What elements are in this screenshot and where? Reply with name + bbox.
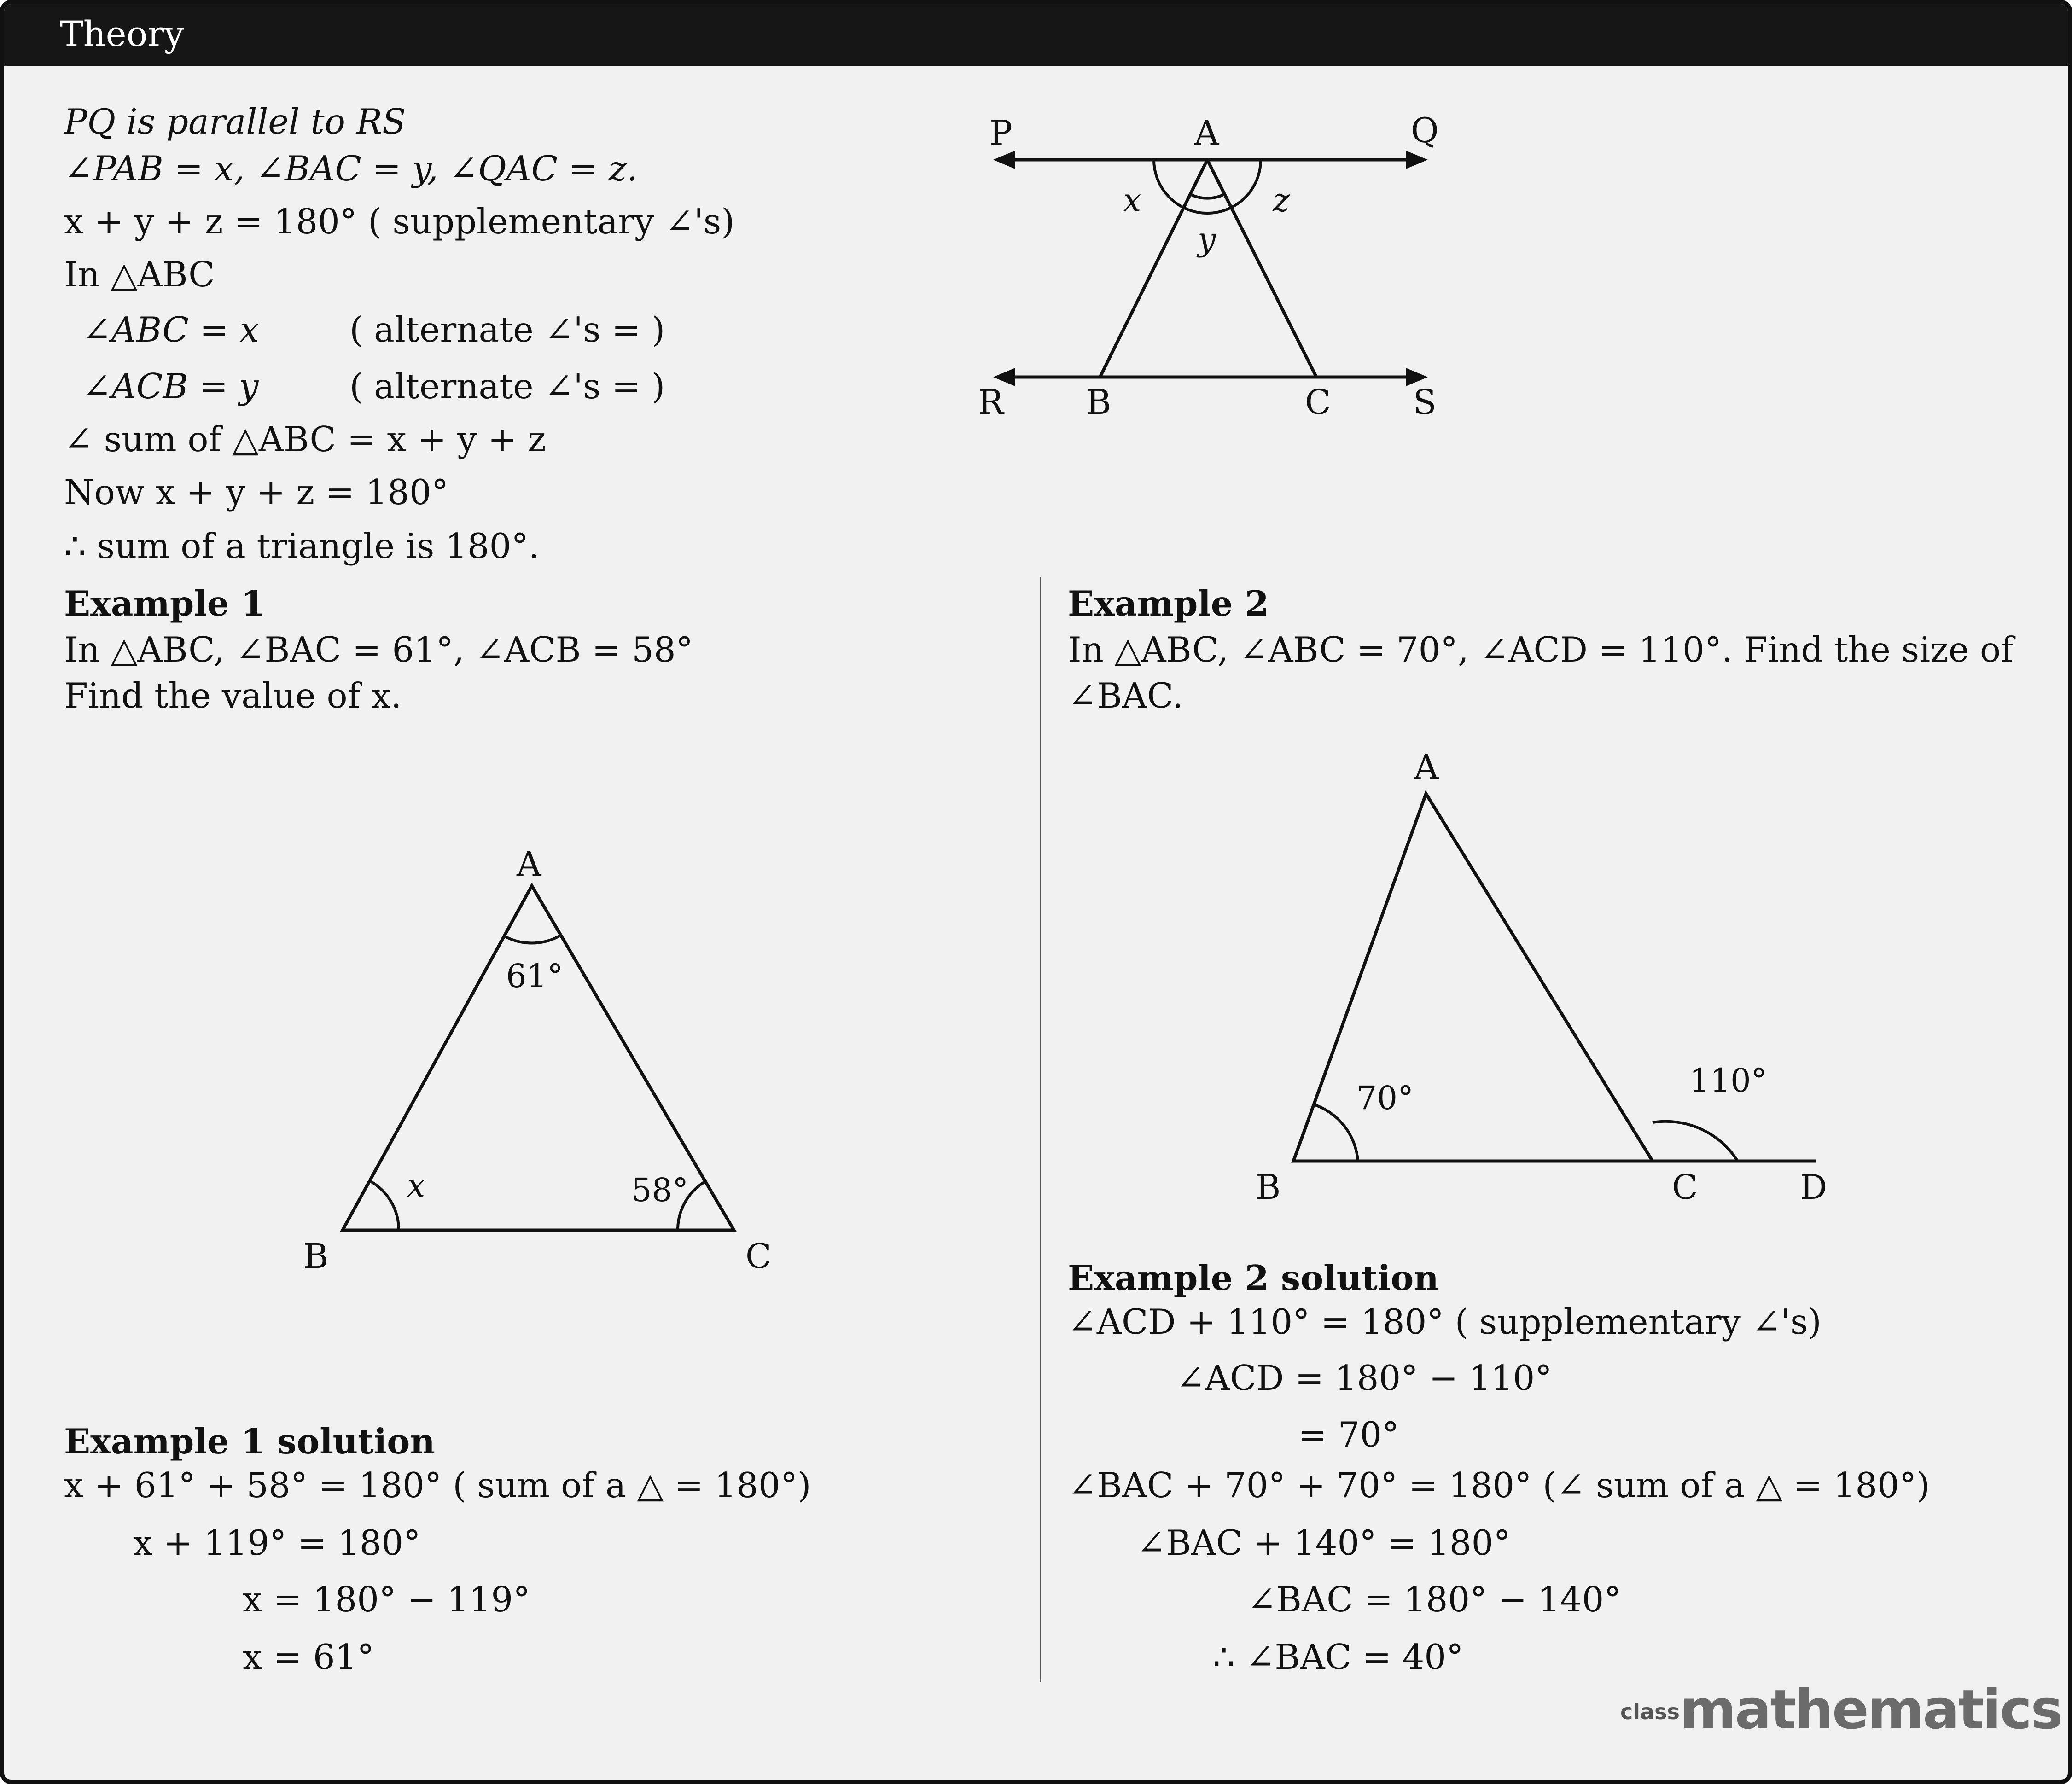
theory-line: Now x + y + z = 180° [64,472,449,512]
angle-arc-b [370,1181,399,1230]
theory-line: ∠ACB = y [82,366,259,407]
segment-ac [1207,160,1316,377]
arrow-head-q [1406,151,1428,169]
header-bar [4,4,2068,66]
angle-label-61: 61° [506,957,564,995]
example-1-problem-line: In △ABC, ∠BAC = 61°, ∠ACB = 58° [64,629,693,670]
point-label-q: Q [1411,111,1439,151]
solution-line: ∠ACD + 110° = 180° ( supplementary ∠'s) [1068,1302,1822,1342]
brand-name: mathematics [1679,1678,2062,1741]
solution-line: x = 61° [243,1637,374,1677]
solution-line: ∴ ∠BAC = 40° [1213,1637,1464,1677]
angle-arc-x-z [1154,160,1261,213]
example-2-solution-heading: Example 2 solution [1068,1258,1439,1298]
solution-line: x + 61° + 58° = 180° ( sum of a △ = 180°) [64,1465,811,1505]
triangle-abc [1293,794,1653,1161]
example-1-solution-heading: Example 1 solution [64,1421,435,1462]
vertex-label-a: A [1414,748,1439,787]
solution-line: ∠BAC = 180° − 140° [1247,1579,1621,1620]
theory-reason: ( alternate ∠'s = ) [349,366,665,407]
vertex-label-b: B [1256,1168,1281,1207]
angle-arc-a [504,936,559,943]
vertex-label-c: C [745,1237,772,1276]
header-title: Theory [60,13,184,54]
theory-line: ∠ sum of △ABC = x + y + z [64,419,546,459]
brand-prefix: class [1620,1699,1680,1724]
example-2-triangle-figure [1224,741,1892,1224]
theory-line: ∠ABC = x [82,309,259,350]
point-label-a: A [1194,113,1219,153]
angle-label-y: y [1198,221,1216,258]
theory-line: ∴ sum of a triangle is 180°. [64,526,540,566]
solution-line: ∠BAC + 70° + 70° = 180° (∠ sum of a △ = 180°) [1068,1465,1930,1505]
angle-label-x: x [1123,181,1141,219]
point-label-s: S [1413,383,1437,422]
angle-arc-b [1314,1104,1358,1161]
example-2-heading: Example 2 [1068,583,1269,624]
angle-label-x: x [407,1167,425,1204]
point-label-c: C [1305,383,1331,422]
solution-line: x = 180° − 119° [243,1579,530,1620]
vertex-label-c: C [1672,1168,1698,1207]
angle-label-70: 70° [1356,1079,1414,1117]
example-1-problem-line: Find the value of x. [64,675,402,716]
example-1-heading: Example 1 [64,583,265,624]
angle-label-z: z [1273,181,1290,219]
point-label-r: R [978,383,1004,422]
theory-line: ∠PAB = x, ∠BAC = y, ∠QAC = z. [64,148,638,189]
arrow-head-p [993,151,1015,169]
solution-line: = 70° [1298,1414,1399,1455]
segment-ab [1100,160,1207,377]
brand-logo [1620,1678,2062,1741]
angle-label-58: 58° [631,1171,689,1209]
example-2-problem-line: In △ABC, ∠ABC = 70°, ∠ACD = 110°. Find the size of [1068,629,2014,670]
angle-arc-y [1190,194,1224,198]
theory-line: x + y + z = 180° ( supplementary ∠'s) [64,201,735,242]
angle-label-110: 110° [1689,1062,1767,1099]
point-label-b: B [1086,383,1112,422]
vertex-label-b: B [303,1237,329,1276]
example-1-triangle-figure [280,833,810,1293]
column-divider [1040,577,1041,1682]
theory-line: PQ is parallel to RS [64,101,406,142]
solution-line: ∠ACD = 180° − 110° [1176,1358,1552,1398]
point-label-p: P [989,113,1013,153]
vertex-label-d: D [1800,1168,1828,1207]
vertex-label-a: A [517,844,541,884]
example-2-problem-line: ∠BAC. [1068,675,1183,716]
theory-reason: ( alternate ∠'s = ) [349,309,665,350]
angle-arc-acd [1653,1122,1738,1161]
solution-line: x + 119° = 180° [133,1523,421,1563]
solution-line: ∠BAC + 140° = 180° [1137,1523,1511,1563]
theory-line: In △ABC [64,254,215,295]
parallel-lines-figure [971,110,1478,432]
